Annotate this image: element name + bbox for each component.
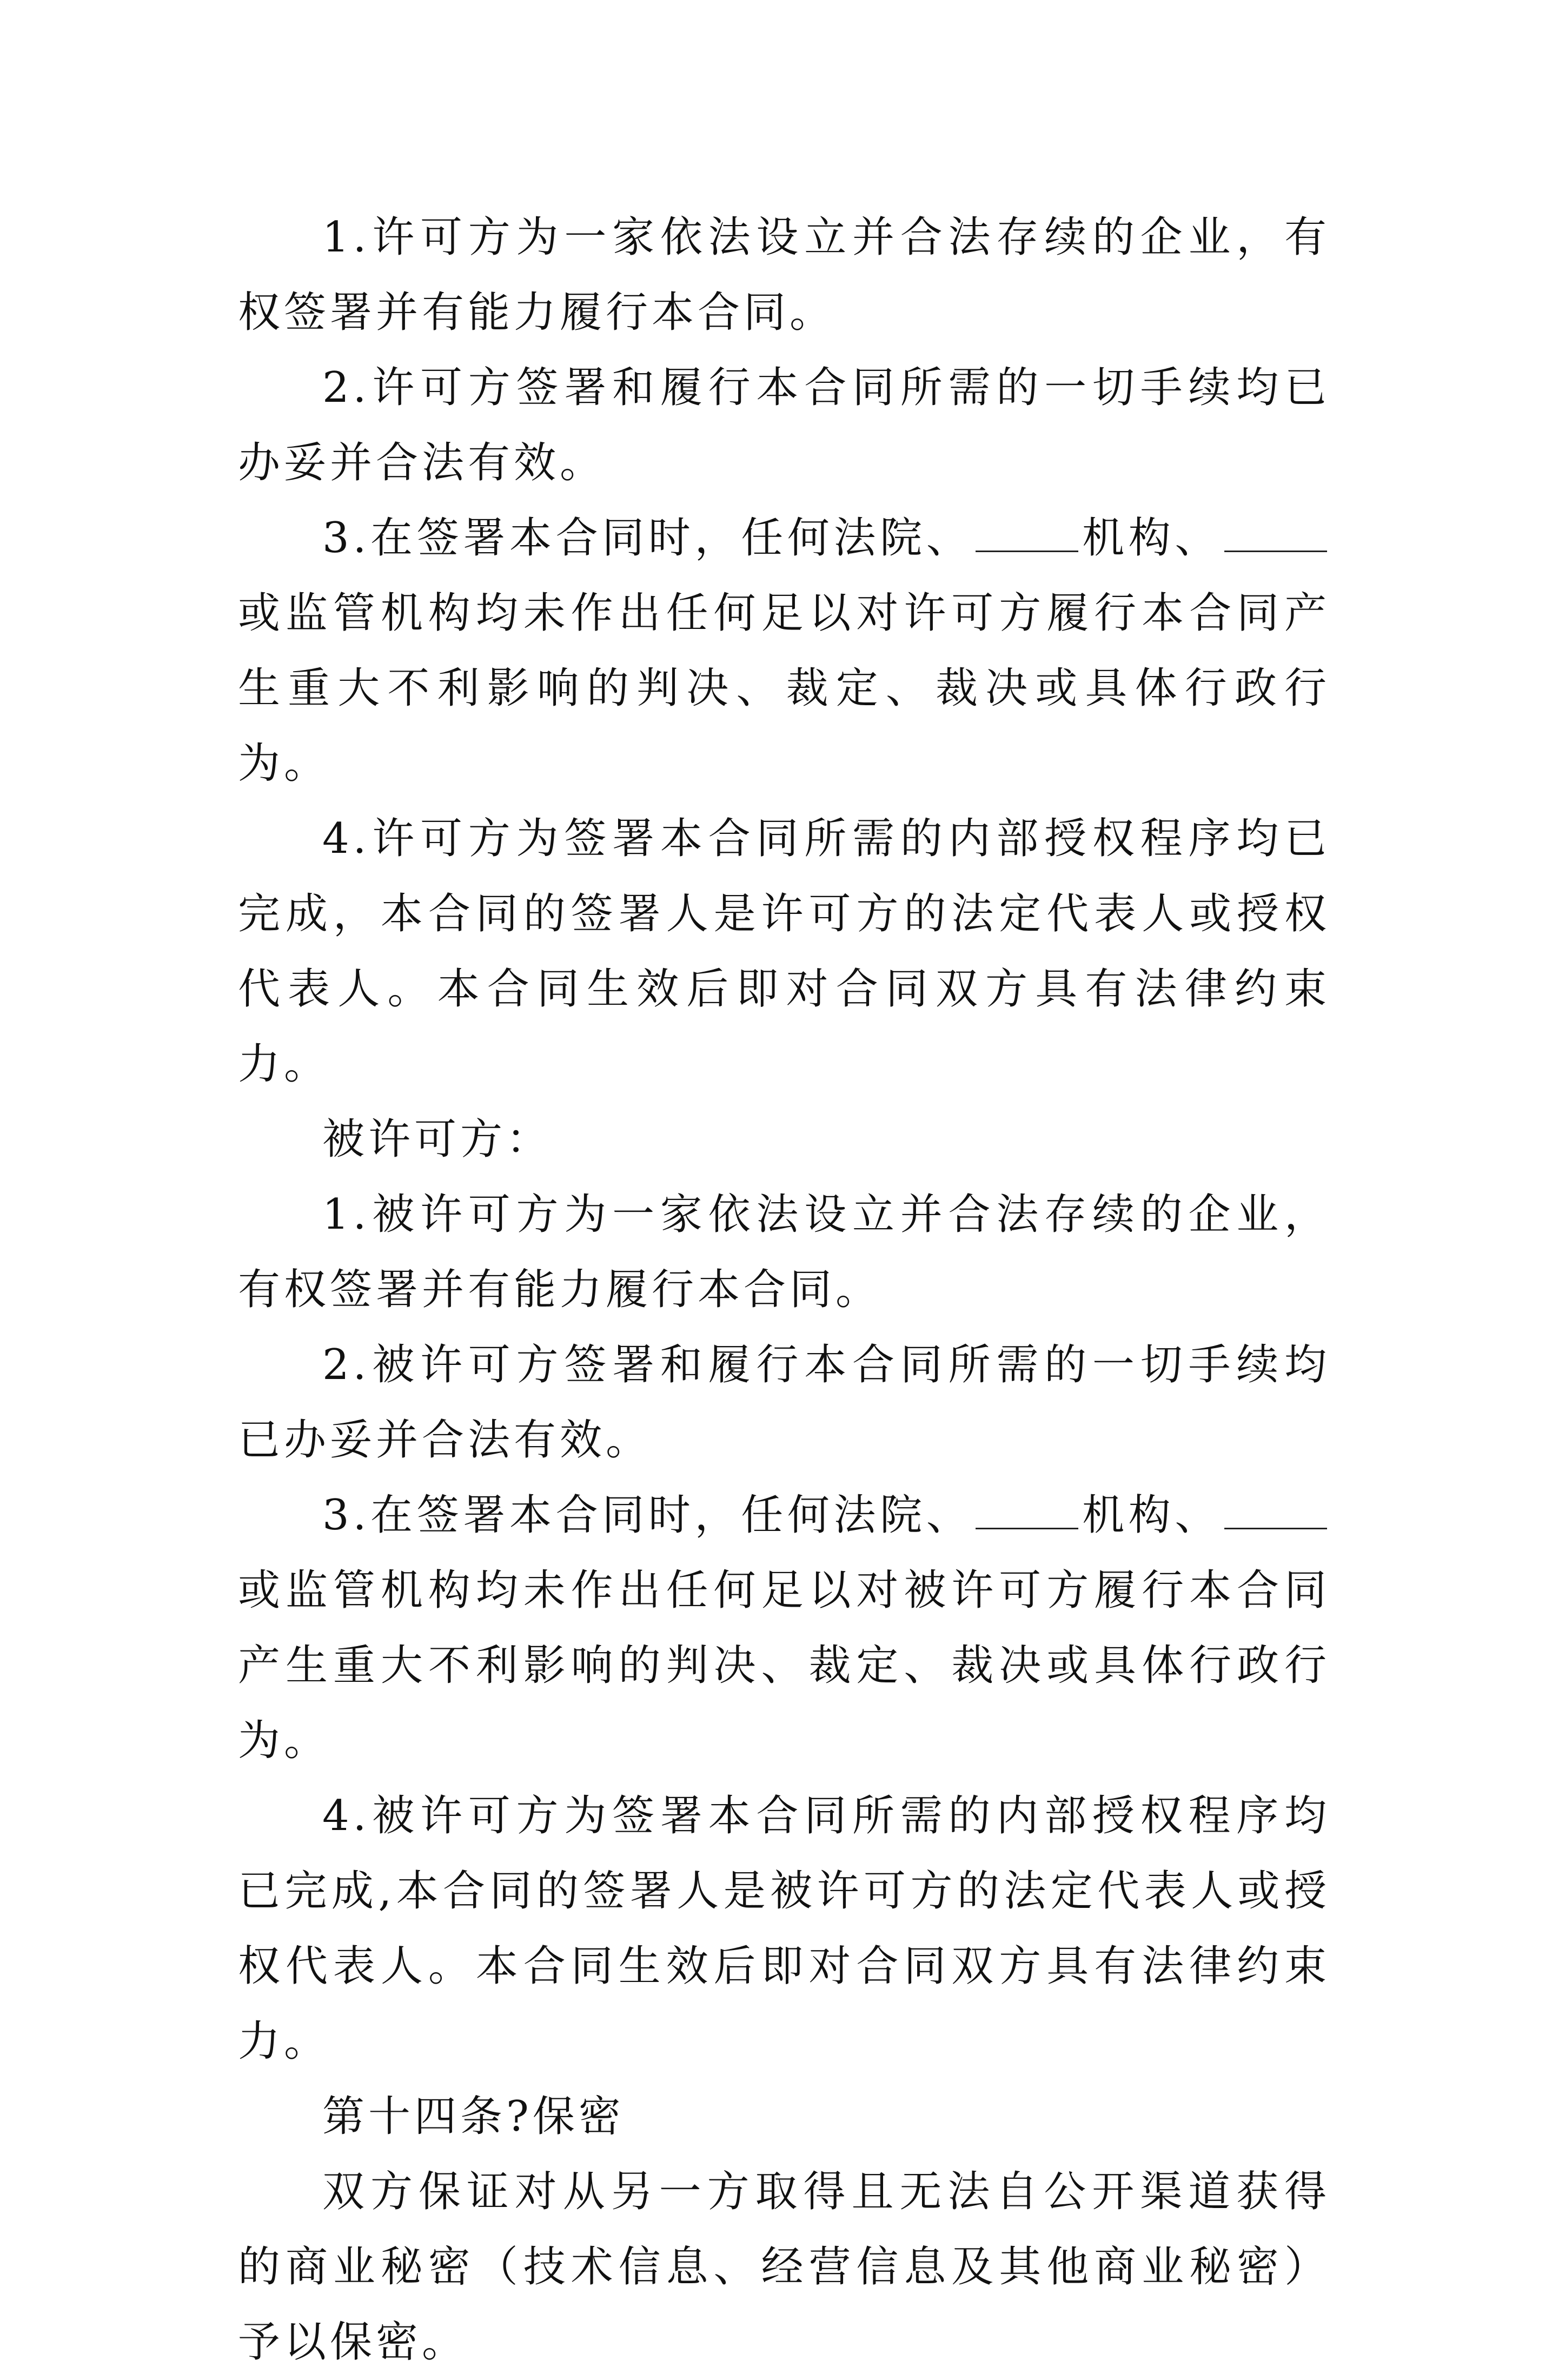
article-14-heading: 第十四条?保密 xyxy=(322,2092,625,2141)
licensor-clause-1: 1.许可方为一家依法设立并合法存续的企业，有权签署并有能力履行本合同。 xyxy=(238,213,1330,337)
clause-text: 3.在签署本合同时，任何法院、 xyxy=(322,514,973,562)
licensor-clause-4: 4.许可方为签署本合同所需的内部授权程序均已完成，本合同的签署人是许可方的法定代表人或授权代表人。本合同生效后即对合同双方具有法律约束力。 xyxy=(238,814,1330,1089)
licensee-clause-4: 4.被许可方为签署本合同所需的内部授权程序均已完成,本合同的签署人是被许可方的法定代表人或授权代表人。本合同生效后即对合同双方具有法律约束力。 xyxy=(238,1792,1330,2066)
clause-text: 机构、 xyxy=(1082,1491,1221,1540)
licensor-clause-3 xyxy=(238,501,1330,801)
fill-in-blank xyxy=(1224,522,1327,552)
fill-in-blank xyxy=(976,522,1078,552)
fill-in-blank xyxy=(1224,1500,1327,1529)
clause-text: 3.在签署本合同时，任何法院、 xyxy=(322,1491,973,1540)
clause-text: 或监管机构均未作出任何足以对许可方履行本合同产生重大不利影响的判决、裁定、裁决或具体行政行为。 xyxy=(238,589,1330,788)
licensee-clause-2: 2.被许可方签署和履行本合同所需的一切手续均已办妥并合法有效。 xyxy=(238,1341,1330,1464)
licensee-clause-1: 1.被许可方为一家依法设立并合法存续的企业，有权签署并有能力履行本合同。 xyxy=(238,1190,1330,1314)
fill-in-blank xyxy=(976,1500,1078,1529)
licensor-clause-2: 2.许可方签署和履行本合同所需的一切手续均已办妥并合法有效。 xyxy=(238,363,1330,487)
clause-text: 机构、 xyxy=(1082,514,1221,562)
confidentiality-clause: 双方保证对从另一方取得且无法自公开渠道获得的商业秘密（技术信息、经营信息及其他商业秘密）予以保密。 xyxy=(238,2167,1330,2366)
licensee-clause-3 xyxy=(238,1478,1330,1779)
licensee-heading: 被许可方： xyxy=(322,1115,553,1164)
document-body xyxy=(238,200,1330,2380)
clause-text: 或监管机构均未作出任何足以对被许可方履行本合同产生重大不利影响的判决、裁定、裁决或具体行政行为。 xyxy=(238,1566,1330,1765)
